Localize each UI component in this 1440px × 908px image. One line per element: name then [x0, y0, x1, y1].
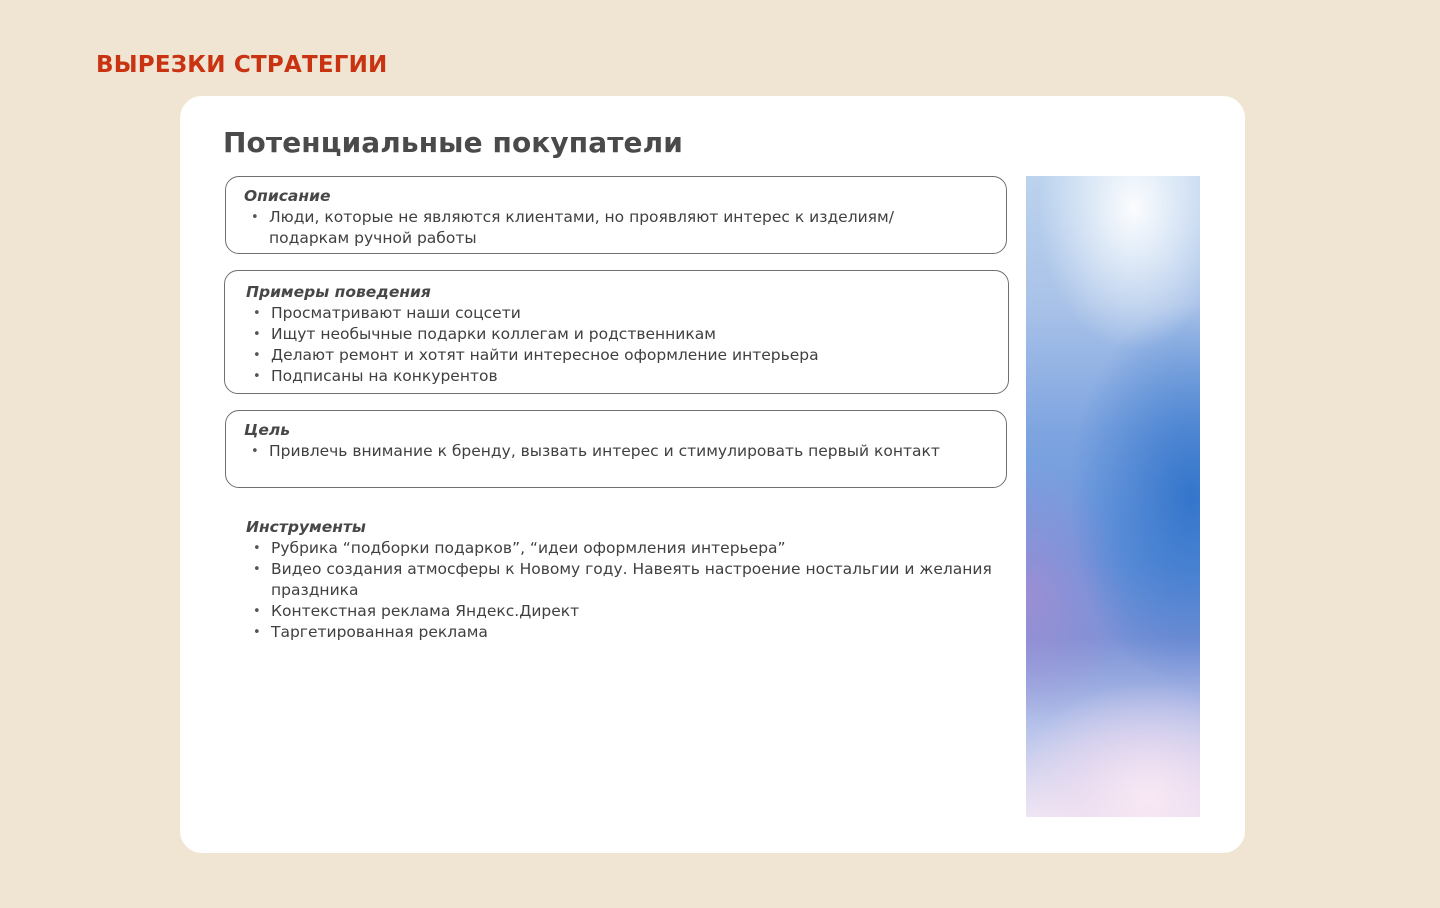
list-item: • Привлечь внимание к бренду, вызвать интерес и стимулировать первый контакт: [244, 441, 1006, 462]
list-item: • Ищут необычные подарки коллегам и родственникам: [246, 324, 1008, 345]
list-item: • Просматривают наши соцсети: [246, 303, 1008, 324]
behavior-heading: Примеры поведения: [246, 283, 431, 301]
tools-list: [246, 538, 1007, 643]
description-list: [244, 207, 1006, 249]
tools-block: [225, 517, 1007, 647]
behavior-block: [224, 270, 1009, 394]
goal-block: [225, 410, 1007, 488]
description-heading: Описание: [244, 187, 331, 205]
list-item: • Контекстная реклама Яндекс.Директ: [246, 601, 1007, 622]
list-item: • Люди, которые не являются клиентами, но проявляют интерес к изделиям/ подаркам ручной работы: [244, 207, 1006, 249]
goal-heading: Цель: [244, 421, 291, 439]
list-item: • Подписаны на конкурентов: [246, 366, 1008, 387]
tools-heading: Инструменты: [246, 518, 366, 536]
goal-list: [244, 441, 1006, 462]
list-item: • Делают ремонт и хотят найти интересное оформление интерьера: [246, 345, 1008, 366]
list-item: • Таргетированная реклама: [246, 622, 1007, 643]
decorative-gradient-image: [1026, 176, 1200, 817]
list-item: • Видео создания атмосферы к Новому году. Навеять настроение ностальгии и желания праздника: [246, 559, 1007, 601]
content-card: [180, 96, 1245, 853]
description-block: [225, 176, 1007, 254]
list-item: • Рубрика “подборки подарков”, “идеи оформления интерьера”: [246, 538, 1007, 559]
section-title: ВЫРЕЗКИ СТРАТЕГИИ: [96, 52, 388, 78]
card-title: Потенциальные покупатели: [223, 126, 683, 159]
behavior-list: [246, 303, 1008, 387]
